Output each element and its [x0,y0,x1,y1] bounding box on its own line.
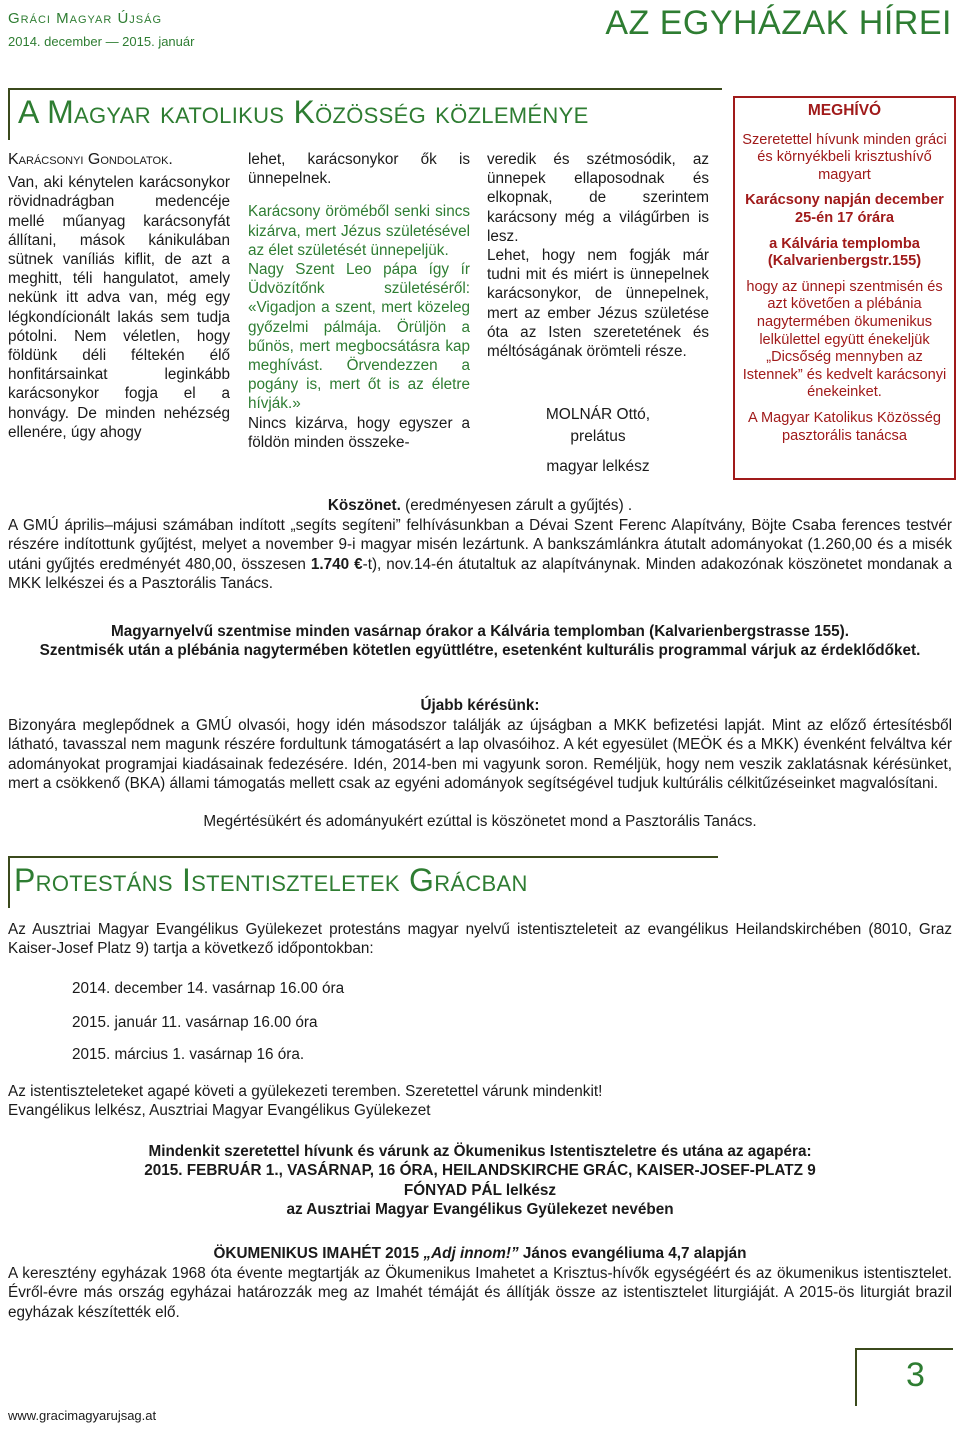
article-column-1 [8,150,230,442]
ecumenical-invitation [8,1142,952,1219]
article-signature [487,404,709,478]
thanks-body-a: A GMÚ április–májusi számában indított „segíts segíteni” felhívásunkban a Dévai Szent Ferenc Alapítvány, Böjte Csaba ferences testvér részére indítottunk gyűjtést, melyet a november 9-i magyar misén lezártunk. A bankszámlánkra átutalt adományokat (1.260,00 és a misék utáni gyűjtés eredményét 480,00, összesen [8,517,952,573]
page-number: 3 [906,1356,925,1394]
section-title: AZ EGYHÁZAK HÍREI [605,4,952,42]
signature-role: magyar lelkész [546,458,650,475]
invitation-box [733,96,956,480]
thanks-heading-rest: (eredményesen zárult a gyűjtés) . [400,497,633,514]
request-closing: Megértésükért és adományukért ezúttal is köszönetet mond a Pasztorális Tanács. [203,813,757,830]
article-subhead: Karácsonyi Gondolatok. [8,151,173,168]
service-date-2: 2015. január 11. vasárnap 16.00 óra [72,1014,318,1031]
mass-info-line-1: Magyarnyelvű szentmise minden vasárnap órakor a Kálvária templomban (Kalvarienbergstrasse 155). [111,623,849,640]
invitation-line-2: Karácsony napján december 25-én 17 órára [745,192,944,226]
prayer-week-heading-a: ÖKUMENIKUS IMAHÉT 2015 [213,1245,424,1262]
prayer-week-heading-italic: „Adj innom!” [423,1245,519,1262]
prayer-week-heading-b: János evangéliuma 4,7 alapján [518,1245,747,1262]
heading-rule-top-2 [8,856,718,858]
footer-rule-left [855,1348,857,1406]
signature-name: MOLNÁR Ottó, [545,406,651,423]
service-date-1: 2014. december 14. vasárnap 16.00 óra [72,980,345,997]
column-2-text-c: Nagy Szent Leo pápa így ír Üdvözítőnk születéséről: «Vigadjon a szent, mert közeleg győzelmi pálmája. Örüljön a bűnös, mert megbocsátásra kap meghívást. Örvendezzen a pogány is, mert őt is az életre hívják.» [248,261,470,413]
ecumenical-line-3: FÓNYAD PÁL lelkész [403,1181,557,1199]
column-3-text-a: veredik és szétmosódik, az ünnepek ellaposodnak és elkopnak, de szerintem karácsony még a világűrben is lesz. [487,151,709,245]
invitation-line-5: A Magyar Katolikus Közösség pasztorális tanácsa [747,409,942,444]
thanks-heading-bold: Köszönet. [327,497,401,514]
column-2-text-b: Karácsony öröméből senki sincs kizárva, mert Jézus születésével az élet születését ünnepeljük. [248,203,470,259]
thanks-heading [8,496,952,515]
column-1-text: Van, aki kénytelen karácsonykor rövidnadrágban medencéje mellé műanyag karácsonyfát állítani, mások kánikulában sütnek vaníliás kiflit, de azt a meghitt, téli hangulatot, amely nekünk itt adva van, még egy légkondícionált lakás sem tudja pótolni. Nem véletlen, hogy földünk déli féltekén élő honfitársainkat leginkább karácsonykor fogja el a honvágy. De minden nehézség ellenére, úgy ahogy [8,174,230,441]
signature-title: prelátus [570,428,626,445]
request-body: Bizonyára meglepődnek a GMÚ olvasói, hogy idén másodszor találják az újságban a MKK befizetési lapját. Mint az előző értesítésből látható, tavasszal nem magunk részére fordultunk támogatásért a lap olvasóihoz. A két egyesület (MEÖK és a MKK) évenként felváltva kér adományokat programjai kiadásainak fedezésére. Idén, 2014-ben mi vagyunk soron. Reméljük, hogy nem veszik zaklatásnak kérésünket, mert a csökkenő (BKA) állami támogatás mellett csak az egyéni adományok segítségével tudjuk kultúrális célkitűzéseinket magvalósítani. [8,717,952,792]
footer-url: www.gracimagyarujsag.at [8,1408,157,1423]
prayer-week-body: A keresztény egyházak 1968 óta évente megtartják az Ökumenikus Imahetet a Krisztus-hívők egységéért és az ökumenikus istentisztelet. Évről-évre más ország egyházai határozzák meg az Imahét témáját és állítják össze az istentisztelet liturgiáját. A 2015-ös liturgiát brazil egyházak készítették elő. [8,1265,952,1321]
article-title-protestans: Protestáns Istentiszteletek Grácban [14,862,528,898]
column-3-text-b: Lehet, hogy nem fogják már tudni mit és miért is ünnepelnek karácsonykor, de ünnepelnek, mert az ember Jézus születése óta az Isten szeretetének és méltóságának örömteli része. [487,247,709,361]
thanks-body [8,516,952,593]
ecumenical-line-1: Mindenkit szeretettel hívunk és várunk az Ökumenikus Istentiszteletre és utána az agapéra: [148,1143,812,1160]
mass-info-line-2: Szentmisék után a plébánia nagytermében kötetlen együttlétre, esetenként kulturális programmal várjuk az érdeklődőket. [39,642,921,660]
request-heading: Újabb kérésünk: [420,697,540,714]
ecumenical-line-2: 2015. FEBRUÁR 1., VASÁRNAP, 16 ÓRA, HEILANDSKIRCHE GRÁC, KAISER-JOSEF-PLATZ 9 [144,1162,816,1180]
protestant-after-1: Az istentiszteleteket agapé követi a gyülekezeti teremben. Szeretettel várunk mindenkit! [8,1083,603,1100]
ecumenical-line-4: az Ausztriai Magyar Evangélikus Gyülekezet nevében [286,1200,674,1218]
column-2-text-d: Nincs kizárva, hogy egyszer a földön minden összeke- [248,414,470,451]
column-2-text-a: lehet, karácsonykor ők is ünnepelnek. [248,151,470,188]
thanks-body-b: -t), nov.14-én átutaltuk az alapítványnak. Minden adakozónak köszönetet mondanak a MKK lelkészei és a Pasztorális Tanács. [8,555,953,592]
heading-rule-left-2 [8,856,10,908]
protestant-after-2: Evangélikus lelkész, Ausztriai Magyar Evangélikus Gyülekezet [8,1102,431,1119]
protestant-intro: Az Ausztriai Magyar Evangélikus Gyülekezet protestáns magyar nyelvű istentiszteleteit az evangélikus Heilandskirchében (8010, Graz Kaiser-Josef Platz 9) tartja a következő időpontokban: [8,921,952,958]
heading-rule-top [8,88,722,90]
mass-info [8,622,952,661]
invitation-line-4: hogy az ünnepi szentmisén és azt követően a plébánia nagytermében ökumenikus lelkülettel együtt énekeljük „Dicsőség mennyben az Istennek” és kedvelt karácsonyi énekeinket. [742,278,947,401]
publication-name: Gráci Magyar Újság [8,10,163,27]
footer-rule-top [855,1348,953,1350]
issue-date: 2014. december — 2015. január [8,34,195,49]
invitation-line-1: Szeretettel hívunk minden gráci és környékbeli krisztushívő magyart [742,131,947,183]
prayer-week-heading [8,1244,952,1263]
article-column-3 [487,150,709,361]
service-date-3: 2015. március 1. vasárnap 16 óra. [72,1046,305,1063]
thanks-sum: 1.740 € [310,555,363,573]
invitation-line-3: a Kálvária templomba (Kalvarienbergstr.155) [767,235,922,270]
article-title-katolikus: A Magyar katolikus Közösség közleménye [18,94,589,130]
heading-rule-left [8,88,10,140]
invitation-title: MEGHÍVÓ [807,102,882,119]
article-column-2 [248,150,470,452]
